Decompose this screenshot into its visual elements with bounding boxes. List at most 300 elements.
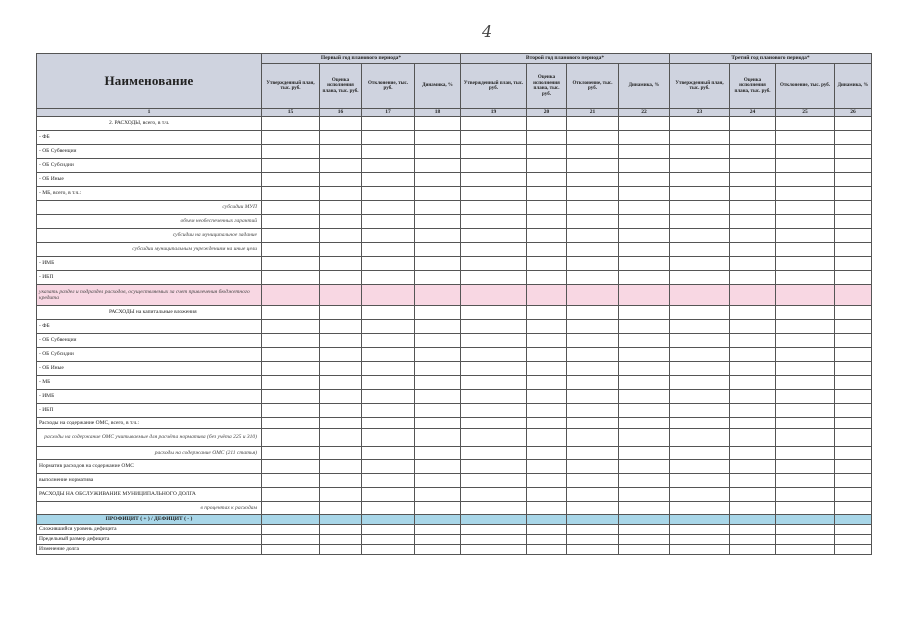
value-cell[interactable] [835,320,872,334]
value-cell[interactable] [320,173,362,187]
value-cell[interactable] [776,159,835,173]
value-cell[interactable] [415,159,461,173]
value-cell[interactable] [670,173,730,187]
value-cell[interactable] [461,348,527,362]
value-cell[interactable] [619,488,670,502]
value-cell[interactable] [461,376,527,390]
value-cell[interactable] [567,447,619,460]
value-cell[interactable] [776,362,835,376]
value-cell[interactable] [730,502,776,515]
value-cell[interactable] [262,474,320,488]
value-cell[interactable] [320,418,362,429]
value-cell[interactable] [619,215,670,229]
value-cell[interactable] [362,390,415,404]
value-cell[interactable] [776,201,835,215]
value-cell[interactable] [362,257,415,271]
value-cell[interactable] [320,515,362,525]
value-cell[interactable] [670,488,730,502]
value-cell[interactable] [320,285,362,306]
value-cell[interactable] [730,257,776,271]
value-cell[interactable] [461,201,527,215]
value-cell[interactable] [619,257,670,271]
value-cell[interactable] [362,515,415,525]
value-cell[interactable] [415,502,461,515]
value-cell[interactable] [619,535,670,545]
value-cell[interactable] [415,173,461,187]
value-cell[interactable] [567,348,619,362]
value-cell[interactable] [776,474,835,488]
value-cell[interactable] [776,515,835,525]
value-cell[interactable] [567,271,619,285]
value-cell[interactable] [730,429,776,447]
value-cell[interactable] [835,515,872,525]
value-cell[interactable] [362,502,415,515]
value-cell[interactable] [670,215,730,229]
value-cell[interactable] [776,257,835,271]
value-cell[interactable] [730,545,776,555]
value-cell[interactable] [527,535,567,545]
value-cell[interactable] [835,285,872,306]
value-cell[interactable] [415,418,461,429]
value-cell[interactable] [461,525,527,535]
value-cell[interactable] [730,376,776,390]
value-cell[interactable] [730,535,776,545]
value-cell[interactable] [461,159,527,173]
value-cell[interactable] [670,502,730,515]
value-cell[interactable] [415,257,461,271]
value-cell[interactable] [776,173,835,187]
value-cell[interactable] [835,145,872,159]
value-cell[interactable] [527,257,567,271]
value-cell[interactable] [415,447,461,460]
value-cell[interactable] [670,460,730,474]
value-cell[interactable] [362,117,415,131]
value-cell[interactable] [835,460,872,474]
value-cell[interactable] [461,187,527,201]
value-cell[interactable] [461,515,527,525]
value-cell[interactable] [461,320,527,334]
value-cell[interactable] [461,243,527,257]
value-cell[interactable] [670,145,730,159]
value-cell[interactable] [835,348,872,362]
value-cell[interactable] [835,334,872,348]
value-cell[interactable] [461,145,527,159]
value-cell[interactable] [262,257,320,271]
value-cell[interactable] [262,418,320,429]
value-cell[interactable] [415,390,461,404]
value-cell[interactable] [567,362,619,376]
value-cell[interactable] [567,502,619,515]
value-cell[interactable] [415,201,461,215]
value-cell[interactable] [461,334,527,348]
value-cell[interactable] [619,348,670,362]
value-cell[interactable] [730,243,776,257]
value-cell[interactable] [619,187,670,201]
value-cell[interactable] [362,145,415,159]
value-cell[interactable] [835,215,872,229]
value-cell[interactable] [320,271,362,285]
value-cell[interactable] [262,348,320,362]
value-cell[interactable] [776,285,835,306]
value-cell[interactable] [730,173,776,187]
value-cell[interactable] [670,131,730,145]
value-cell[interactable] [262,429,320,447]
value-cell[interactable] [670,429,730,447]
value-cell[interactable] [567,131,619,145]
value-cell[interactable] [730,362,776,376]
value-cell[interactable] [320,535,362,545]
value-cell[interactable] [527,117,567,131]
value-cell[interactable] [362,131,415,145]
value-cell[interactable] [670,362,730,376]
value-cell[interactable] [527,502,567,515]
value-cell[interactable] [362,187,415,201]
value-cell[interactable] [730,145,776,159]
value-cell[interactable] [670,535,730,545]
value-cell[interactable] [567,159,619,173]
value-cell[interactable] [567,545,619,555]
value-cell[interactable] [567,306,619,320]
value-cell[interactable] [527,460,567,474]
value-cell[interactable] [362,447,415,460]
value-cell[interactable] [461,271,527,285]
value-cell[interactable] [619,362,670,376]
value-cell[interactable] [776,460,835,474]
value-cell[interactable] [619,306,670,320]
value-cell[interactable] [461,474,527,488]
value-cell[interactable] [320,306,362,320]
value-cell[interactable] [670,418,730,429]
value-cell[interactable] [415,215,461,229]
value-cell[interactable] [527,131,567,145]
value-cell[interactable] [835,362,872,376]
value-cell[interactable] [362,201,415,215]
value-cell[interactable] [461,488,527,502]
value-cell[interactable] [730,320,776,334]
value-cell[interactable] [320,320,362,334]
value-cell[interactable] [415,285,461,306]
value-cell[interactable] [362,535,415,545]
value-cell[interactable] [835,201,872,215]
value-cell[interactable] [362,474,415,488]
value-cell[interactable] [527,243,567,257]
value-cell[interactable] [262,271,320,285]
value-cell[interactable] [567,173,619,187]
value-cell[interactable] [362,404,415,418]
value-cell[interactable] [730,159,776,173]
value-cell[interactable] [415,117,461,131]
value-cell[interactable] [527,447,567,460]
value-cell[interactable] [567,418,619,429]
value-cell[interactable] [415,334,461,348]
value-cell[interactable] [619,285,670,306]
value-cell[interactable] [776,488,835,502]
value-cell[interactable] [730,474,776,488]
value-cell[interactable] [776,131,835,145]
value-cell[interactable] [835,173,872,187]
value-cell[interactable] [262,243,320,257]
value-cell[interactable] [461,362,527,376]
value-cell[interactable] [262,390,320,404]
value-cell[interactable] [527,334,567,348]
value-cell[interactable] [527,525,567,535]
value-cell[interactable] [567,320,619,334]
value-cell[interactable] [262,447,320,460]
value-cell[interactable] [320,334,362,348]
value-cell[interactable] [262,376,320,390]
value-cell[interactable] [619,429,670,447]
value-cell[interactable] [262,229,320,243]
value-cell[interactable] [461,447,527,460]
value-cell[interactable] [461,502,527,515]
value-cell[interactable] [461,229,527,243]
value-cell[interactable] [527,418,567,429]
value-cell[interactable] [415,187,461,201]
value-cell[interactable] [320,390,362,404]
value-cell[interactable] [567,257,619,271]
value-cell[interactable] [262,159,320,173]
value-cell[interactable] [461,535,527,545]
value-cell[interactable] [730,418,776,429]
value-cell[interactable] [262,145,320,159]
value-cell[interactable] [320,117,362,131]
value-cell[interactable] [776,117,835,131]
value-cell[interactable] [527,515,567,525]
value-cell[interactable] [320,525,362,535]
value-cell[interactable] [461,404,527,418]
value-cell[interactable] [415,460,461,474]
value-cell[interactable] [527,404,567,418]
value-cell[interactable] [262,502,320,515]
value-cell[interactable] [835,243,872,257]
value-cell[interactable] [619,229,670,243]
value-cell[interactable] [320,243,362,257]
value-cell[interactable] [776,390,835,404]
value-cell[interactable] [320,474,362,488]
value-cell[interactable] [567,404,619,418]
value-cell[interactable] [262,285,320,306]
value-cell[interactable] [527,429,567,447]
value-cell[interactable] [362,159,415,173]
value-cell[interactable] [527,376,567,390]
value-cell[interactable] [835,117,872,131]
value-cell[interactable] [835,474,872,488]
value-cell[interactable] [262,545,320,555]
value-cell[interactable] [527,545,567,555]
value-cell[interactable] [527,271,567,285]
value-cell[interactable] [262,173,320,187]
value-cell[interactable] [619,515,670,525]
value-cell[interactable] [730,334,776,348]
value-cell[interactable] [262,201,320,215]
value-cell[interactable] [262,306,320,320]
value-cell[interactable] [670,334,730,348]
value-cell[interactable] [415,145,461,159]
value-cell[interactable] [362,362,415,376]
value-cell[interactable] [835,131,872,145]
value-cell[interactable] [730,404,776,418]
value-cell[interactable] [776,348,835,362]
value-cell[interactable] [776,306,835,320]
value-cell[interactable] [527,362,567,376]
value-cell[interactable] [835,271,872,285]
value-cell[interactable] [415,271,461,285]
value-cell[interactable] [619,145,670,159]
value-cell[interactable] [619,474,670,488]
value-cell[interactable] [320,348,362,362]
value-cell[interactable] [619,376,670,390]
value-cell[interactable] [527,215,567,229]
value-cell[interactable] [776,376,835,390]
value-cell[interactable] [262,515,320,525]
value-cell[interactable] [835,418,872,429]
value-cell[interactable] [730,271,776,285]
value-cell[interactable] [670,271,730,285]
value-cell[interactable] [730,488,776,502]
value-cell[interactable] [730,515,776,525]
value-cell[interactable] [730,285,776,306]
value-cell[interactable] [619,390,670,404]
value-cell[interactable] [461,257,527,271]
value-cell[interactable] [776,502,835,515]
value-cell[interactable] [362,376,415,390]
value-cell[interactable] [362,306,415,320]
value-cell[interactable] [527,348,567,362]
value-cell[interactable] [262,215,320,229]
value-cell[interactable] [619,460,670,474]
value-cell[interactable] [415,535,461,545]
value-cell[interactable] [619,320,670,334]
value-cell[interactable] [567,117,619,131]
value-cell[interactable] [567,243,619,257]
value-cell[interactable] [362,215,415,229]
value-cell[interactable] [262,362,320,376]
value-cell[interactable] [835,376,872,390]
value-cell[interactable] [776,525,835,535]
value-cell[interactable] [670,525,730,535]
value-cell[interactable] [670,474,730,488]
value-cell[interactable] [527,306,567,320]
value-cell[interactable] [461,306,527,320]
value-cell[interactable] [461,117,527,131]
value-cell[interactable] [362,525,415,535]
value-cell[interactable] [670,306,730,320]
value-cell[interactable] [776,429,835,447]
value-cell[interactable] [776,418,835,429]
value-cell[interactable] [670,404,730,418]
value-cell[interactable] [776,320,835,334]
value-cell[interactable] [567,201,619,215]
value-cell[interactable] [461,215,527,229]
value-cell[interactable] [670,229,730,243]
value-cell[interactable] [527,201,567,215]
value-cell[interactable] [527,285,567,306]
value-cell[interactable] [461,131,527,145]
value-cell[interactable] [670,320,730,334]
value-cell[interactable] [619,418,670,429]
value-cell[interactable] [461,285,527,306]
value-cell[interactable] [730,348,776,362]
value-cell[interactable] [730,229,776,243]
value-cell[interactable] [415,362,461,376]
value-cell[interactable] [670,257,730,271]
value-cell[interactable] [362,429,415,447]
value-cell[interactable] [835,390,872,404]
value-cell[interactable] [527,488,567,502]
value-cell[interactable] [835,187,872,201]
value-cell[interactable] [461,418,527,429]
value-cell[interactable] [567,535,619,545]
value-cell[interactable] [567,145,619,159]
value-cell[interactable] [670,285,730,306]
value-cell[interactable] [835,306,872,320]
value-cell[interactable] [262,117,320,131]
value-cell[interactable] [362,271,415,285]
value-cell[interactable] [776,545,835,555]
value-cell[interactable] [415,488,461,502]
value-cell[interactable] [262,320,320,334]
value-cell[interactable] [262,187,320,201]
value-cell[interactable] [670,348,730,362]
value-cell[interactable] [320,460,362,474]
value-cell[interactable] [619,173,670,187]
value-cell[interactable] [670,187,730,201]
value-cell[interactable] [835,525,872,535]
value-cell[interactable] [320,362,362,376]
value-cell[interactable] [730,131,776,145]
value-cell[interactable] [362,348,415,362]
value-cell[interactable] [835,545,872,555]
value-cell[interactable] [320,502,362,515]
value-cell[interactable] [262,525,320,535]
value-cell[interactable] [527,320,567,334]
value-cell[interactable] [362,285,415,306]
value-cell[interactable] [619,117,670,131]
value-cell[interactable] [567,525,619,535]
value-cell[interactable] [461,545,527,555]
value-cell[interactable] [670,376,730,390]
value-cell[interactable] [835,404,872,418]
value-cell[interactable] [670,117,730,131]
value-cell[interactable] [415,515,461,525]
value-cell[interactable] [835,488,872,502]
value-cell[interactable] [320,159,362,173]
value-cell[interactable] [567,285,619,306]
value-cell[interactable] [730,187,776,201]
value-cell[interactable] [527,474,567,488]
value-cell[interactable] [362,173,415,187]
value-cell[interactable] [567,187,619,201]
value-cell[interactable] [320,404,362,418]
value-cell[interactable] [730,390,776,404]
value-cell[interactable] [362,460,415,474]
value-cell[interactable] [461,173,527,187]
value-cell[interactable] [362,229,415,243]
value-cell[interactable] [619,271,670,285]
value-cell[interactable] [776,187,835,201]
value-cell[interactable] [461,390,527,404]
value-cell[interactable] [835,159,872,173]
value-cell[interactable] [461,429,527,447]
value-cell[interactable] [320,145,362,159]
value-cell[interactable] [262,131,320,145]
value-cell[interactable] [415,474,461,488]
value-cell[interactable] [730,460,776,474]
value-cell[interactable] [362,243,415,257]
value-cell[interactable] [362,418,415,429]
value-cell[interactable] [320,488,362,502]
value-cell[interactable] [567,515,619,525]
